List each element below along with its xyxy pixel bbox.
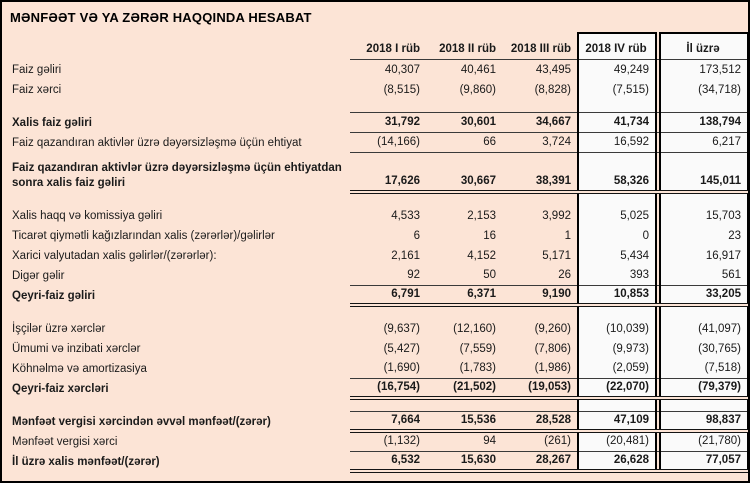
row-label: İl üzrə xalis mənfəət/(zərər): [12, 455, 160, 468]
cell-value: 0: [578, 225, 656, 245]
cell-value: [660, 192, 748, 205]
cell-value: 5,171: [542, 249, 571, 262]
cell-value: 33,205: [660, 285, 748, 305]
row-label: Ümumi və inzibati xərclər: [12, 342, 141, 355]
cell-value: (7,806): [534, 342, 571, 355]
cell-value: 138,794: [660, 112, 748, 132]
cell-value: 40,461: [460, 63, 496, 76]
table-row: [5, 451, 748, 471]
cell-value: 2,153: [467, 209, 496, 222]
cell-value: 28,267: [502, 451, 578, 471]
cell-value: (7,559): [459, 342, 496, 355]
cell-value: (16,754): [350, 378, 426, 398]
cell-value: 26: [558, 269, 571, 282]
cell-value: [502, 305, 578, 318]
cell-value: 7,664: [350, 411, 426, 431]
cell-value: (34,718): [660, 79, 748, 99]
column-header: 2018 IV rüb: [578, 33, 656, 59]
cell-value: (261): [502, 431, 578, 451]
cell-value: 4,152: [467, 249, 496, 262]
cell-value: (10,039): [578, 318, 656, 338]
table-row: [5, 112, 748, 132]
row-label: Digər gəlir: [12, 269, 65, 282]
cell-value: (7,515): [578, 79, 656, 99]
row-label: [5, 398, 350, 411]
row-label: Ticarət qiymətli kağızlarından xalis (zərərlər)/gəlirlər: [12, 229, 275, 242]
spacer-row: [5, 398, 748, 411]
cell-value: (79,379): [660, 378, 748, 398]
cell-value: 34,667: [502, 112, 578, 132]
cell-value: [502, 398, 578, 411]
column-header: 2018 II rüb: [426, 33, 502, 59]
cell-value: [502, 99, 578, 112]
row-label: [5, 192, 350, 205]
cell-value: 30,667: [426, 152, 502, 192]
cell-value: 6,791: [350, 285, 426, 305]
table-row: [5, 205, 748, 225]
pl-table: [5, 32, 749, 473]
cell-value: 38,391: [502, 152, 578, 192]
table-row: [5, 411, 748, 431]
cell-value: (21,502): [426, 378, 502, 398]
cell-value: 94: [426, 431, 502, 451]
table-row: [5, 378, 748, 398]
cell-value: 1: [564, 229, 571, 242]
cell-value: [350, 192, 426, 205]
row-label: Faiz qazandıran aktivlər üzrə dəyərsizləşmə üçün ehtiyat: [12, 136, 302, 149]
cell-value: 50: [483, 269, 496, 282]
table-row: [5, 79, 748, 99]
cell-value: 2,161: [391, 249, 420, 262]
cell-value: (19,053): [502, 378, 578, 398]
cell-value: (1,690): [383, 362, 420, 375]
cell-value: (5,427): [383, 342, 420, 355]
table-row: [5, 245, 748, 265]
cell-value: 40,307: [384, 63, 420, 76]
table-row: [5, 358, 748, 378]
row-label: Faiz qazandıran aktivlər üzrə dəyərsizləşmə üçün ehtiyatdan sonra xalis faiz gəliri: [12, 162, 342, 189]
row-label: Xarici valyutadan xalis gəlirlər/(zərərlər):: [12, 249, 217, 262]
row-label: Qeyri-faiz xərcləri: [12, 382, 109, 395]
table-row: [5, 338, 748, 358]
row-label: Qeyri-faiz gəliri: [12, 289, 96, 302]
cell-value: 49,249: [578, 59, 656, 79]
cell-value: 9,190: [502, 285, 578, 305]
table-row: [5, 225, 748, 245]
column-header: 2018 III rüb: [502, 33, 578, 59]
row-label: Faiz xərci: [12, 83, 62, 96]
cell-value: (9,260): [534, 322, 571, 335]
cell-value: 66: [426, 132, 502, 152]
cell-value: 6,217: [660, 132, 748, 152]
cell-value: 23: [660, 225, 748, 245]
cell-value: (9,860): [459, 83, 496, 96]
cell-value: 6: [413, 229, 420, 242]
cell-value: [578, 99, 656, 112]
table-row: [5, 59, 748, 79]
cell-value: (1,783): [459, 362, 496, 375]
cell-value: [426, 99, 502, 112]
pl-table-body: [5, 59, 748, 471]
table-row: [5, 431, 748, 451]
cell-value: 15,630: [426, 451, 502, 471]
cell-value: (1,986): [534, 362, 571, 375]
cell-value: 28,528: [502, 411, 578, 431]
cell-value: [660, 305, 748, 318]
cell-value: (9,637): [383, 322, 420, 335]
cell-value: 41,734: [578, 112, 656, 132]
cell-value: (22,070): [578, 378, 656, 398]
cell-value: 17,626: [350, 152, 426, 192]
cell-value: 43,495: [535, 63, 571, 76]
cell-value: [350, 99, 426, 112]
cell-value: 3,724: [502, 132, 578, 152]
cell-value: [502, 192, 578, 205]
row-label: [5, 305, 350, 318]
cell-value: (7,518): [660, 358, 748, 378]
pl-table-head: [5, 33, 748, 59]
cell-value: 561: [660, 265, 748, 285]
row-label: Mənfəət vergisi xərci: [12, 435, 118, 448]
cell-value: [660, 398, 748, 411]
cell-value: 98,837: [660, 411, 748, 431]
cell-value: 26,628: [578, 451, 656, 471]
cell-value: (12,160): [453, 322, 496, 335]
cell-value: (2,059): [578, 358, 656, 378]
cell-value: 5,025: [578, 205, 656, 225]
row-label: İşçilər üzrə xərclər: [12, 322, 106, 335]
cell-value: [660, 99, 748, 112]
cell-value: 6,532: [350, 451, 426, 471]
cell-value: 10,853: [578, 285, 656, 305]
cell-value: 58,326: [578, 152, 656, 192]
cell-value: (41,097): [660, 318, 748, 338]
cell-value: 4,533: [391, 209, 420, 222]
cell-value: (30,765): [660, 338, 748, 358]
cell-value: 393: [578, 265, 656, 285]
cell-value: 16: [483, 229, 496, 242]
table-row: [5, 265, 748, 285]
cell-value: (9,973): [578, 338, 656, 358]
spacer-row: [5, 192, 748, 205]
row-label: Xalis haqq və komissiya gəliri: [12, 209, 163, 222]
cell-value: [578, 192, 656, 205]
cell-value: [350, 305, 426, 318]
cell-value: [578, 398, 656, 411]
table-row: [5, 285, 748, 305]
report-title: MƏNFƏƏT VƏ YA ZƏRƏR HAQQINDA HESABAT: [10, 10, 312, 25]
row-label: Köhnəlmə və amortizasiya: [12, 362, 147, 375]
cell-value: 145,011: [660, 152, 748, 192]
spacer-row: [5, 99, 748, 112]
header-row: [5, 33, 748, 59]
cell-value: [350, 398, 426, 411]
cell-value: 16,917: [660, 245, 748, 265]
cell-value: [426, 398, 502, 411]
cell-value: 30,601: [426, 112, 502, 132]
row-label: Xalis faiz gəliri: [12, 116, 92, 129]
column-header: İl üzrə: [660, 33, 748, 59]
cell-value: (8,828): [534, 83, 571, 96]
cell-value: 15,536: [426, 411, 502, 431]
cell-value: (20,481): [578, 431, 656, 451]
cell-value: 5,434: [578, 245, 656, 265]
cell-value: (21,780): [660, 431, 748, 451]
cell-value: 77,057: [660, 451, 748, 471]
row-label: Faiz gəliri: [12, 63, 62, 76]
cell-value: (1,132): [350, 431, 426, 451]
cell-value: [426, 305, 502, 318]
cell-value: [578, 305, 656, 318]
column-header: 2018 I rüb: [350, 33, 426, 59]
cell-value: 31,792: [350, 112, 426, 132]
cell-value: [426, 192, 502, 205]
corner-cell: [5, 33, 350, 59]
cell-value: 16,592: [578, 132, 656, 152]
cell-value: 6,371: [426, 285, 502, 305]
table-row: [5, 132, 748, 152]
row-label: Mənfəət vergisi xərcindən əvvəl mənfəət/(zərər): [12, 415, 271, 428]
cell-value: (8,515): [383, 83, 420, 96]
spacer-row: [5, 305, 748, 318]
cell-value: 47,109: [578, 411, 656, 431]
table-row: [5, 318, 748, 338]
cell-value: 15,703: [660, 205, 748, 225]
row-label: [5, 99, 350, 112]
table-row: [5, 152, 748, 192]
cell-value: (14,166): [350, 132, 426, 152]
cell-value: 173,512: [660, 59, 748, 79]
cell-value: 3,992: [542, 209, 571, 222]
cell-value: 92: [407, 269, 420, 282]
